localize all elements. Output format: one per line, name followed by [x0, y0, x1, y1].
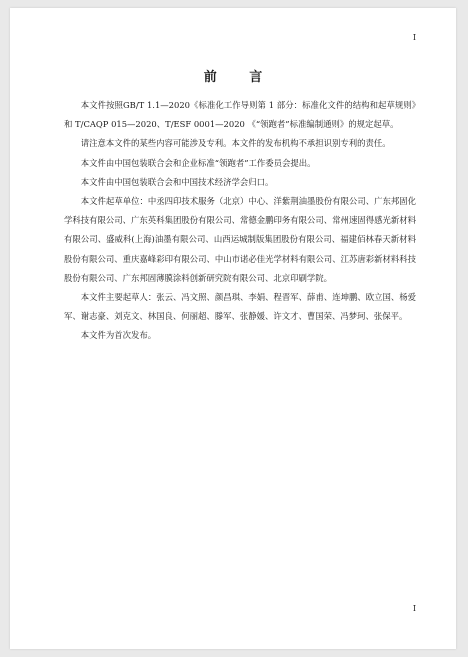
paragraph-first-release: 本文件为首次发布。 [80, 330, 157, 341]
paragraph-centralized-unit: 本文件由中国包装联合会和中国技术经济学会归口。 [80, 176, 274, 187]
paragraph-main-drafters: 本文件主要起草人：张云、冯文照、颜昌琪、李娟、程晋军、薛甫、连坤鹏、欧立国、杨爱军、谢志豪、刘克文、林国良、何丽超、滕军、张静媛、许文才、曹国荣、冯梦珂、张保平。 [64, 292, 416, 322]
page-number-top: I [412, 33, 416, 42]
paragraph-proposer: 本文件由中国包装联合会和企业标准“领跑者”工作委员会提出。 [80, 157, 316, 168]
paragraph-drafting-units: 本文件起草单位：中丞四印技术服务（北京）中心、洋紫荆油墨股份有限公司、广东邦固化学科技有限公司、广东英科集团股份有限公司、常德金鹏印务有限公司、常州速固得感光新材料有限公司、盛威科(上海)油墨有限公司、山西运城制版集团股份有限公司、福建佰林春天新材料股份有限公司、重庆嘉峰彩印有限公司、中山市诺必佳光学材料有限公司、江苏唐彩新材料科技股份有限公司、广东邦固薄膜涂料创新研究院有限公司、北京印刷学院。 [64, 196, 416, 283]
document-page [10, 8, 456, 649]
page-title: 前 言 [203, 70, 277, 85]
paragraph-drafting-basis: 本文件按照GB/T 1.1—2020《标准化工作导则第 1 部分：标准化文件的结构和起草规则》和 T/CAQP 015—2020、T/ESF 0001—2020 《“领跑者”标准编制通则》的规定起草。 [64, 100, 416, 130]
document-body [64, 96, 416, 346]
paragraph-patent-notice: 请注意本文件的某些内容可能涉及专利。本文件的发布机构不承担识别专利的责任。 [80, 138, 391, 149]
page-number-bottom: I [412, 604, 416, 613]
